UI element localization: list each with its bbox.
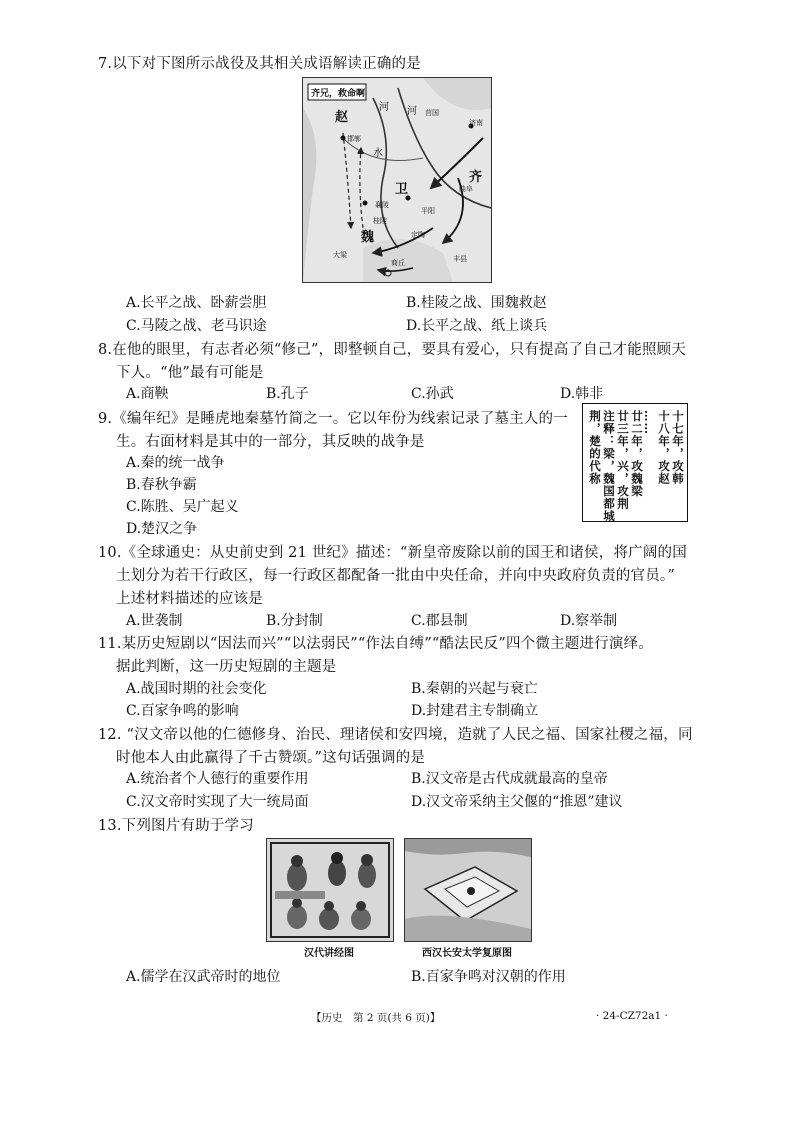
map-state-zhao: 赵 <box>335 110 349 125</box>
q8-option-d[interactable]: D.韩非 <box>560 386 604 402</box>
q10-stem-line2: 土划分为若干行政区，每一行政区都配备一批由中央任命，并向中央政府负责的官员。” <box>116 568 675 584</box>
q11-option-b[interactable]: B.秦朝的兴起与衰亡 <box>411 681 538 697</box>
map-callout: 齐兄，救命啊 <box>311 89 366 99</box>
q10-option-a[interactable]: A.世袭制 <box>126 613 183 629</box>
q10-option-b[interactable]: B.分封制 <box>266 613 323 629</box>
lecture-drawing <box>267 839 393 941</box>
q13-image-lecture <box>266 838 394 942</box>
q12-stem-line1: 12. “汉文帝以他的仁德修身、治民、理诸侯和安四境，造就了人民之福、国家社稷之福，同 <box>98 727 693 743</box>
map-state-wei: 魏 <box>361 230 375 245</box>
map-river-3: 水 <box>373 148 383 159</box>
q9-material-col-6: 注释：梁，魏国都城 <box>602 410 616 523</box>
map-place-qufu: 曲阜 <box>459 185 473 193</box>
map-place-pingyang: 平阳 <box>421 207 435 215</box>
map-place-guiling: 桂陵 <box>373 217 387 225</box>
map-place-jinan: 济南 <box>469 119 483 127</box>
q11-stem-line2: 据此判断，这一历史短剧的主题是 <box>116 659 337 675</box>
q8-option-a[interactable]: A.商鞅 <box>126 386 169 402</box>
map-place-shangqiu: 商丘 <box>391 259 405 267</box>
q10-stem-line1: 10.《全球通史：从史前史到 21 世纪》描述：“新皇帝废除以前的国王和诸侯，将广阔的国 <box>98 545 687 561</box>
q13-caption-taixue: 西汉长安太学复原图 <box>422 948 512 959</box>
map-state-wei-small: 卫 <box>395 182 409 197</box>
taixue-drawing <box>405 839 531 941</box>
q12-option-a[interactable]: A.统治者个人德行的重要作用 <box>126 771 309 787</box>
q9-stem-line1: 9.《编年纪》是睡虎地秦墓竹简之一。它以年份为线索记录了墓主人的一 <box>98 411 568 427</box>
footer-page-info: 【历史 第 2 页(共 6 页)】 <box>311 1012 441 1024</box>
q7-option-c[interactable]: C.马陵之战、老马识途 <box>126 318 267 334</box>
map-place-daliang: 大梁 <box>333 251 347 259</box>
q9-material-col-7: 荆，楚的代称 <box>588 410 602 485</box>
q9-material-box <box>582 403 688 522</box>
q13-caption-lecture: 汉代讲经图 <box>304 948 354 959</box>
map-place-juguo: 莒国 <box>425 109 439 117</box>
q7-battle-map <box>302 77 492 283</box>
q8-stem-line2: 下人。“他”最有可能是 <box>116 365 264 381</box>
q7-option-a[interactable]: A.长平之战、卧薪尝胆 <box>126 295 267 311</box>
q12-option-d[interactable]: D.汉文帝采纳主父偃的“推恩”建议 <box>411 794 623 810</box>
q13-option-a[interactable]: A.儒学在汉武帝时的地位 <box>126 969 281 985</box>
map-river-1: 河 <box>379 102 389 113</box>
map-place-fengxian: 丰县 <box>453 255 467 263</box>
q11-option-c[interactable]: C.百家争鸣的影响 <box>126 703 239 719</box>
q12-stem-line2: 时他本人由此赢得了千古赞颂。”这句话强调的是 <box>116 750 426 766</box>
q11-option-a[interactable]: A.战国时期的社会变化 <box>126 681 267 697</box>
q9-option-c[interactable]: C.陈胜、吴广起义 <box>126 499 239 515</box>
q7-option-b[interactable]: B.桂陵之战、围魏救赵 <box>406 295 547 311</box>
q11-stem-line1: 11.某历史短剧以“因法而兴”“以法弱民”“作法自缚”“酷法民反”四个微主题进行演绎。 <box>98 636 653 652</box>
q9-material-col-3: …… <box>642 410 656 435</box>
q10-option-d[interactable]: D.察举制 <box>560 613 618 629</box>
q10-option-c[interactable]: C.郡县制 <box>411 613 468 629</box>
q13-stem: 13.下列图片有助于学习 <box>98 818 254 834</box>
q8-stem-line1: 8.在他的眼里，有志者必须“修己”，即整顿自己，要具有爱心，只有提高了自己才能照顾天 <box>98 342 687 358</box>
q9-option-b[interactable]: B.春秋争霸 <box>126 477 197 493</box>
q9-material-col-2: 十八年，攻赵 <box>657 410 671 485</box>
q9-option-a[interactable]: A.秦的统一战争 <box>126 455 225 471</box>
q12-option-b[interactable]: B.汉文帝是古代成就最高的皇帝 <box>411 771 608 787</box>
q9-option-d[interactable]: D.楚汉之争 <box>126 521 198 537</box>
map-place-xiangling: 襄陵 <box>375 201 389 209</box>
q11-option-d[interactable]: D.封建君主专制确立 <box>411 703 539 719</box>
q10-stem-line3: 上述材料描述的应该是 <box>116 591 263 607</box>
map-place-handan: 邯郸 <box>347 135 361 143</box>
q9-material-col-4: 廿二年，攻魏梁 <box>630 410 644 498</box>
q8-option-c[interactable]: C.孙武 <box>411 386 454 402</box>
q9-material-col-5: 廿三年，兴，攻荆 <box>616 410 630 510</box>
map-place-dingtao: 定陶 <box>411 231 425 239</box>
map-state-qi: 齐 <box>469 170 483 185</box>
q7-option-d[interactable]: D.长平之战、纸上谈兵 <box>406 318 548 334</box>
q7-stem: 7.以下对下图所示战役及其相关成语解读正确的是 <box>98 56 421 72</box>
footer-code: · 24-CZ72a1 · <box>596 1010 668 1022</box>
q13-option-b[interactable]: B.百家争鸣对汉朝的作用 <box>411 969 566 985</box>
q8-option-b[interactable]: B.孔子 <box>266 386 309 402</box>
q9-material-col-1: 十七年，攻韩 <box>671 410 685 485</box>
map-river-2: 河 <box>407 106 417 117</box>
q12-option-c[interactable]: C.汉文帝时实现了大一统局面 <box>126 794 309 810</box>
q13-image-taixue <box>404 838 532 942</box>
q9-stem-line2: 生。右面材料是其中的一部分，其反映的战争是 <box>116 434 425 450</box>
